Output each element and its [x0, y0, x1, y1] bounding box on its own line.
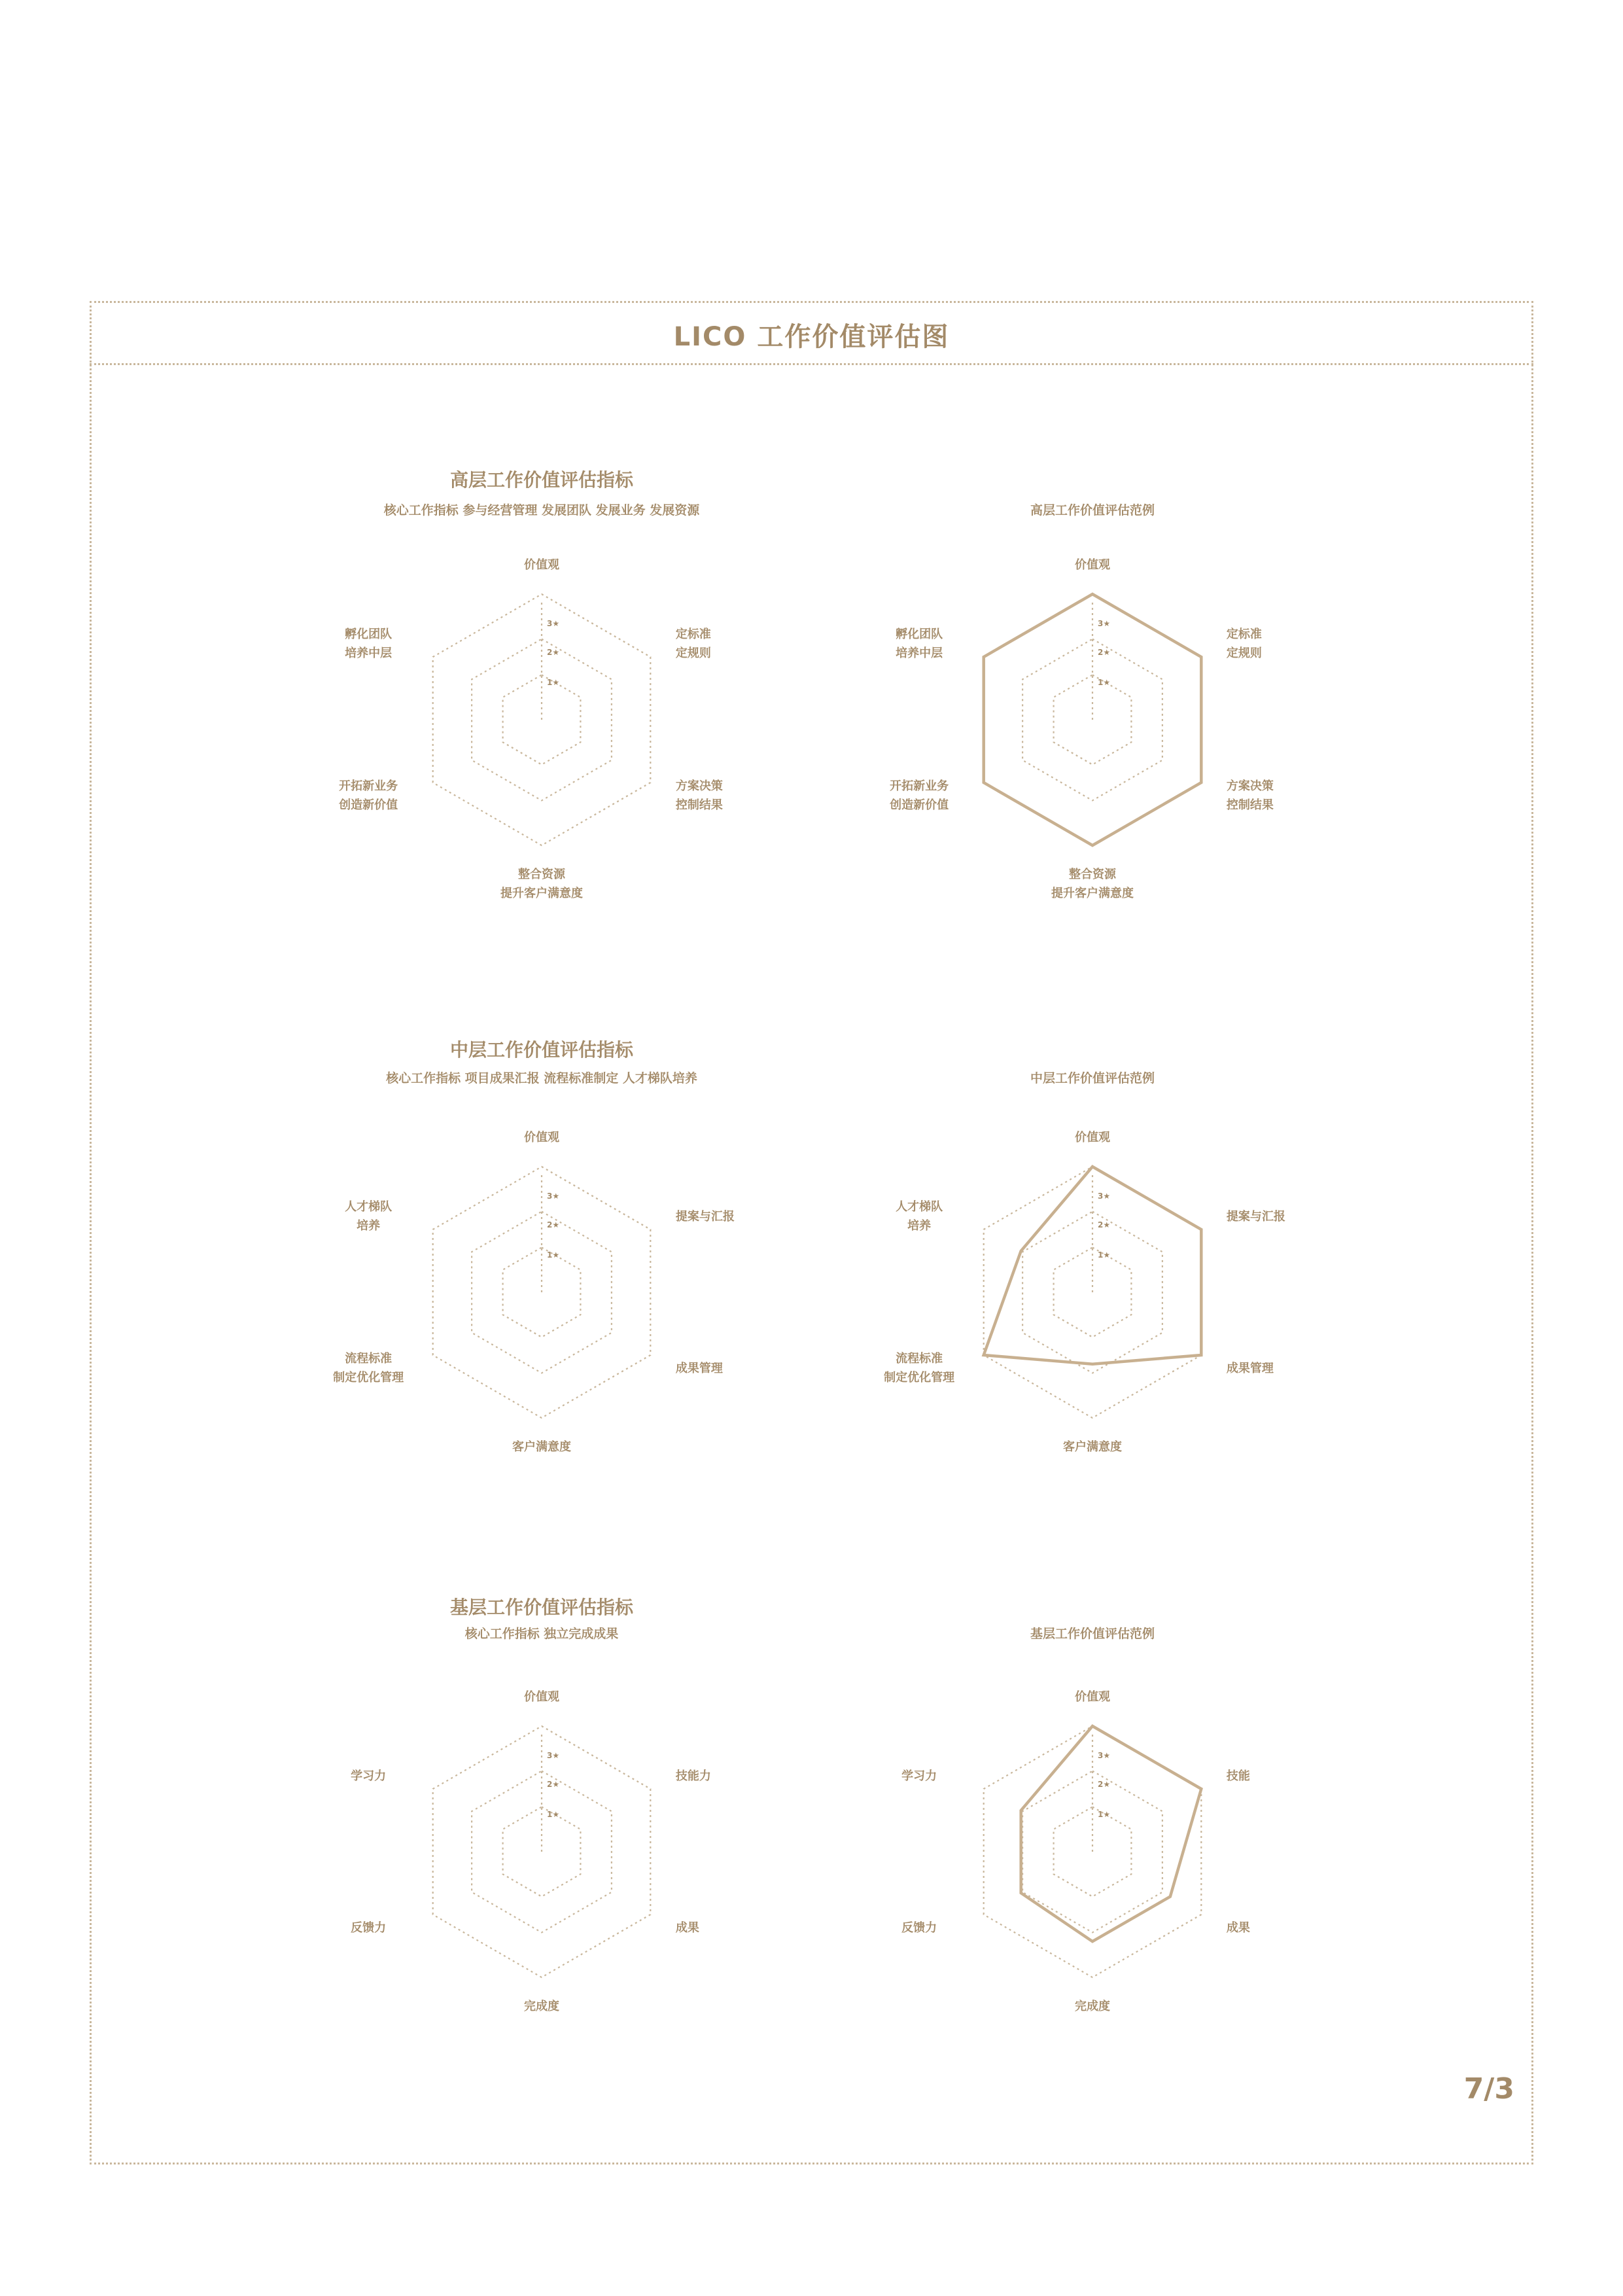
axis-label-line: 培养 — [907, 1219, 932, 1233]
axis-label-line: 完成度 — [524, 2000, 559, 2013]
axis-label-line: 学习力 — [901, 1769, 937, 1783]
axis-label-line: 技能力 — [675, 1769, 711, 1783]
series-polygon — [1021, 1726, 1202, 1941]
tick-label: 3★ — [547, 1750, 560, 1760]
axis-label-line: 制定优化管理 — [333, 1371, 404, 1385]
axis-label-line: 客户满意度 — [1063, 1440, 1122, 1454]
tick-label: 1★ — [547, 678, 560, 688]
axis-label-line: 创造新价值 — [890, 798, 949, 812]
chart-subtitle: 核心工作指标 独立完成成果 — [464, 1627, 619, 1641]
axis-label-line: 孵化团队 — [345, 627, 393, 641]
axis-label-line: 价值观 — [1075, 1690, 1110, 1704]
tick-label: 2★ — [547, 647, 560, 657]
axis-label-line: 成果管理 — [1226, 1361, 1274, 1375]
tick-label: 1★ — [1098, 678, 1111, 688]
axis-label-line: 定规则 — [1226, 646, 1262, 660]
axis-label-line: 开拓新业务 — [890, 779, 949, 793]
axis-label-line: 培养中层 — [345, 646, 393, 660]
axis-label-line: 培养 — [357, 1219, 381, 1233]
axis-label-line: 控制结果 — [1226, 798, 1274, 812]
axis-label-line: 成果管理 — [675, 1361, 723, 1375]
axis-label-line: 控制结果 — [675, 798, 723, 812]
tick-label: 1★ — [547, 1250, 560, 1260]
tick-label: 3★ — [1098, 618, 1111, 628]
axis-label-line: 流程标准 — [345, 1352, 393, 1366]
axis-label — [880, 1767, 958, 1786]
axis-label-line: 成果 — [675, 1920, 699, 1935]
axis-label — [994, 1687, 1191, 1706]
axis-label-line: 提升客户满意度 — [500, 887, 583, 900]
axis-label-line: 孵化团队 — [896, 627, 943, 641]
axis-label-line: 价值观 — [524, 1131, 559, 1144]
axis-label-line: 方案决策 — [675, 779, 723, 793]
axis-label-line: 定标准 — [675, 627, 711, 641]
tick-label: 3★ — [547, 618, 560, 628]
tick-label: 3★ — [547, 1191, 560, 1201]
axis-label-line: 方案决策 — [1226, 779, 1274, 793]
axis-label-line: 提案与汇报 — [675, 1209, 735, 1224]
tick-label: 3★ — [1098, 1750, 1111, 1760]
axis-label-line: 创造新价值 — [339, 798, 398, 812]
axis-label — [1227, 1918, 1250, 1937]
axis-label — [1227, 1767, 1250, 1786]
axis-label-line: 人才梯队 — [896, 1200, 943, 1214]
axis-label-line: 定规则 — [675, 646, 711, 660]
chart-subtitle: 核心工作指标 项目成果汇报 流程标准制定 人才梯队培养 — [386, 1071, 697, 1086]
axis-label-line: 完成度 — [1075, 2000, 1110, 2013]
axis-label-line: 价值观 — [524, 1690, 559, 1704]
axis-label — [880, 1918, 958, 1937]
chart-subtitle: 核心工作指标 参与经营管理 发展团队 发展业务 发展资源 — [383, 503, 700, 518]
tick-label: 1★ — [547, 1810, 560, 1820]
tick-label: 1★ — [1098, 1250, 1111, 1260]
axis-label-line: 价值观 — [1075, 558, 1110, 572]
axis-label-line: 开拓新业务 — [339, 779, 398, 793]
tick-label: 2★ — [1098, 1779, 1111, 1789]
axis-label-line: 流程标准 — [896, 1352, 943, 1366]
chart-subtitle: 中层工作价值评估范例 — [1030, 1071, 1155, 1086]
axis-label-line: 人才梯队 — [345, 1200, 393, 1214]
chart-title: 高层工作价值评估指标 — [449, 469, 633, 491]
axis-label-line: 提案与汇报 — [1226, 1209, 1285, 1224]
tick-label: 1★ — [1098, 1810, 1111, 1820]
page-number: 7/3 — [1463, 2072, 1514, 2106]
axis-label-line: 学习力 — [351, 1769, 387, 1783]
axis-label-line: 培养中层 — [896, 646, 943, 660]
tick-label: 2★ — [1098, 1220, 1111, 1229]
chart-title: 基层工作价值评估指标 — [449, 1597, 633, 1618]
axis-label-line: 制定优化管理 — [884, 1371, 955, 1385]
axis-label-line: 价值观 — [524, 558, 559, 572]
tick-label: 2★ — [1098, 647, 1111, 657]
axis-label-line: 成果 — [1226, 1920, 1250, 1935]
axis-label-line: 客户满意度 — [512, 1440, 571, 1454]
axis-label-line: 反馈力 — [901, 1920, 937, 1935]
document-title: LICO 工作价值评估图 — [673, 322, 950, 352]
chart-subtitle: 高层工作价值评估范例 — [1030, 503, 1155, 518]
axis-label-line: 整合资源 — [518, 868, 565, 881]
axis-label-line: 整合资源 — [1069, 868, 1116, 881]
tick-label: 3★ — [1098, 1191, 1111, 1201]
axis-label — [994, 1997, 1191, 2016]
chart-title: 中层工作价值评估指标 — [449, 1039, 633, 1061]
chart-subtitle: 基层工作价值评估范例 — [1030, 1627, 1155, 1641]
tick-label: 2★ — [547, 1220, 560, 1229]
axis-label-line: 反馈力 — [351, 1920, 387, 1935]
axis-label-line: 定标准 — [1226, 627, 1262, 641]
axis-label-line: 提升客户满意度 — [1051, 887, 1134, 900]
tick-label: 2★ — [547, 1779, 560, 1789]
axis-label-line: 价值观 — [1075, 1131, 1110, 1144]
axis-label-line: 技能 — [1226, 1769, 1250, 1783]
